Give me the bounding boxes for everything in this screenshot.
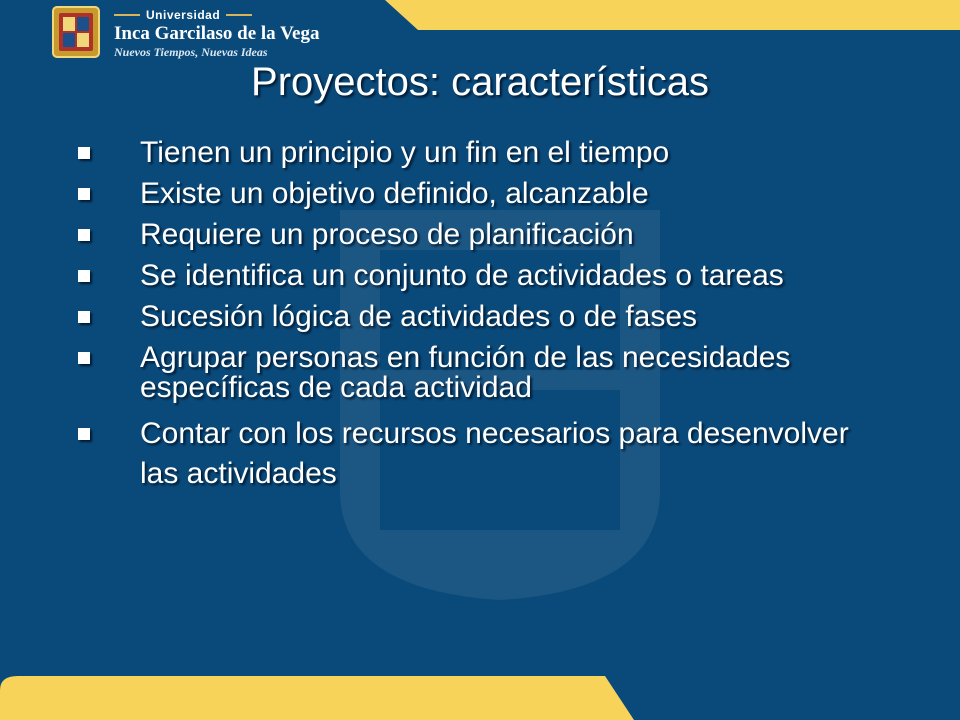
bullet-text: Tienen un principio y un fin en el tiempo <box>140 136 670 169</box>
square-bullet-icon <box>78 311 90 323</box>
square-bullet-icon <box>78 352 90 364</box>
rule-right <box>226 14 252 16</box>
bullet-item <box>78 179 888 209</box>
bullet-item <box>78 138 888 168</box>
bullet-list <box>78 138 888 505</box>
square-bullet-icon <box>78 229 90 241</box>
university-crest-logo <box>52 6 100 58</box>
bullet-item <box>78 414 888 494</box>
square-bullet-icon <box>78 188 90 200</box>
bullet-text: Existe un objetivo definido, alcanzable <box>140 177 649 210</box>
university-tagline: Nuevos Tiempos, Nuevas Ideas <box>114 45 268 59</box>
bullet-text: Requiere un proceso de planificación <box>140 218 634 251</box>
university-wordmark <box>114 8 320 59</box>
bullet-item <box>78 343 888 403</box>
university-label <box>114 8 320 22</box>
bullet-text: Contar con los recursos necesarios para desenvolver las actividades <box>140 417 849 490</box>
university-name: Inca Garcilaso de la Vega <box>114 23 320 44</box>
bullet-text: Agrupar personas en función de las necesidades específicas de cada actividad <box>140 341 791 404</box>
university-header <box>52 6 382 60</box>
bottom-accent-band <box>0 676 960 720</box>
square-bullet-icon <box>78 270 90 282</box>
bullet-text: Se identifica un conjunto de actividades o tareas <box>140 259 784 292</box>
rule-left <box>114 14 140 16</box>
bullet-text: Sucesión lógica de actividades o de fases <box>140 300 698 333</box>
square-bullet-icon <box>78 428 90 440</box>
bullet-item <box>78 302 888 332</box>
university-small-text: Universidad <box>146 8 221 22</box>
bullet-item <box>78 220 888 250</box>
slide-title: Proyectos: características <box>251 60 709 104</box>
bullet-item <box>78 261 888 291</box>
square-bullet-icon <box>78 147 90 159</box>
